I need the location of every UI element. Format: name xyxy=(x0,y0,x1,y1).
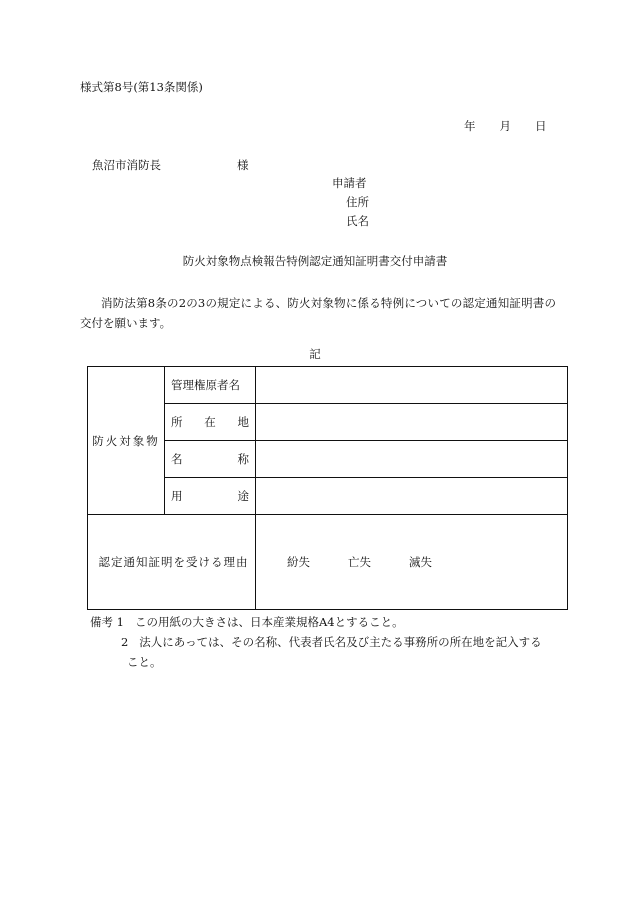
notes-prefix: 備考 xyxy=(90,615,113,629)
note-2-continuation: こと。 xyxy=(127,655,162,669)
label-location xyxy=(165,404,256,441)
reason-label: 認定通知証明を受ける理由 xyxy=(88,515,256,610)
date-day-label: 日 xyxy=(535,119,547,133)
reason-lost[interactable]: 紛失 xyxy=(287,555,310,569)
applicant-label: 申請者 xyxy=(332,176,367,190)
label-name-char1: 名 xyxy=(171,452,183,466)
label-manager-text: 管理権原者名 xyxy=(171,378,240,392)
body-paragraph: 消防法第8条の2の3の規定による、防火対象物に係る特例についての認定通知証明書の交付を願います。 xyxy=(80,296,556,330)
reason-missing[interactable]: 亡失 xyxy=(348,555,371,569)
note-1-text: この用紙の大きさは、日本産業規格A4とすること。 xyxy=(134,615,404,629)
applicant-name-label: 氏名 xyxy=(346,214,369,228)
date-line xyxy=(464,121,547,133)
application-table xyxy=(87,366,568,610)
reason-destroyed[interactable]: 滅失 xyxy=(409,555,432,569)
note-2-text: 法人にあっては、その名称、代表者氏名及び主たる事務所の所在地を記入する xyxy=(139,635,542,649)
value-name[interactable] xyxy=(256,441,568,478)
label-name xyxy=(165,441,256,478)
note-2 xyxy=(121,637,542,649)
reason-options xyxy=(256,515,568,610)
date-year-label: 年 xyxy=(464,119,476,133)
label-manager xyxy=(165,367,256,404)
addressee xyxy=(92,160,249,172)
label-use-char1: 用 xyxy=(171,489,183,503)
label-location-char1: 所 xyxy=(171,415,183,429)
document-title: 防火対象物点検報告特例認定通知証明書交付申請書 xyxy=(182,254,448,268)
applicant-address-label: 住所 xyxy=(346,195,369,209)
label-location-char2: 在 xyxy=(204,415,216,429)
addressee-name: 魚沼市消防長 xyxy=(92,158,161,172)
addressee-honorific: 様 xyxy=(237,158,249,172)
note-1-number: 1 xyxy=(116,615,124,629)
form-number: 様式第8号(第13条関係) xyxy=(80,80,203,94)
label-use xyxy=(165,478,256,515)
note-2-number: 2 xyxy=(121,635,129,649)
value-manager[interactable] xyxy=(256,367,568,404)
ki-heading: 記 xyxy=(309,347,321,361)
value-use[interactable] xyxy=(256,478,568,515)
value-location[interactable] xyxy=(256,404,568,441)
note-1 xyxy=(90,617,404,629)
category-cell: 防火対象物 xyxy=(88,367,165,515)
label-name-char2: 称 xyxy=(237,452,249,466)
label-use-char2: 途 xyxy=(237,489,249,503)
label-location-char3: 地 xyxy=(237,415,249,429)
date-month-label: 月 xyxy=(499,119,511,133)
